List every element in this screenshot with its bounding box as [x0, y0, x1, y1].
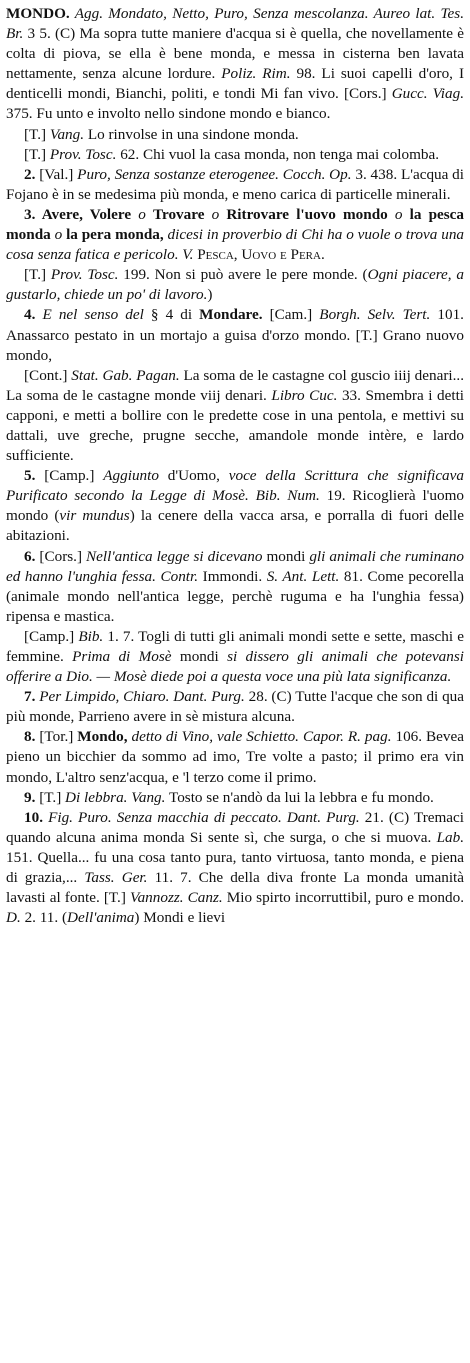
entry-paragraph [6, 547, 464, 627]
text-segment: Mondare. [199, 306, 263, 324]
text-segment: § 4 di [143, 306, 200, 324]
text-segment: 106. Bevea pieno un bicchier da sommo ad imo, Tre volte a pasto; il primo era vin mondo, L'altro senz'acqua, e 'l terzo come il primo. [6, 728, 464, 786]
entry-paragraph [6, 145, 464, 165]
text-segment: 1. 7. Togli di tutti gli animali mondi sette e sette, maschi e femmine. [6, 627, 464, 665]
text-segment: 3 5. (C) Ma sopra tutte maniere d'acqua si è quella, che novellamente è colta di piova, se ella è bene monda, e messa in cisterna ben lavata nettamente, senza alcune lordure. [6, 25, 464, 83]
entry-paragraph [6, 788, 464, 808]
text-segment: 151. Quella... fu una cosa tanto pura, tanto virtuosa, tanto monda, e piena di grazia,... [6, 848, 464, 887]
entry-paragraph [6, 205, 464, 265]
text-segment: Agg. Mondato, Netto, Puro, Senza mescolanza. Aureo lat. Tes. Br. [6, 5, 464, 43]
text-segment: 3. Avere, Volere [24, 205, 132, 223]
text-segment: 6. [24, 547, 36, 565]
text-segment: [Tor.] [35, 728, 78, 746]
text-segment: [Camp.] [35, 467, 104, 485]
text-segment: ) la cenere della vacca arsa, e porralla di fuori delle abitazioni. [6, 507, 464, 545]
text-segment: Borgh. Selv. Tert. [319, 306, 431, 324]
text-segment: 28. (C) Tutte l'acque che son di qua più monde, Parrieno avere in sè mistura alcuna. [6, 688, 464, 726]
text-segment: ) [207, 286, 213, 304]
text-segment: o [387, 205, 410, 223]
text-segment: dicesi in proverbio di Chi ha o vuole o trova una cosa senza fatica e pericolo. V. [6, 226, 465, 264]
entry-paragraph [6, 125, 464, 145]
text-segment: [Cam.] [262, 306, 320, 324]
text-segment: 3. 438. L'acqua di Fojano è in se medesima più monda, e meno carica di particelle minerali. [6, 165, 464, 203]
entry-paragraph [6, 305, 464, 365]
text-segment: 8. [24, 728, 36, 746]
text-segment: Tosto se n'andò da lui la lebbra e fu mondo. [165, 788, 434, 806]
text-segment: 4. [24, 306, 36, 324]
text-segment: Trovare [152, 205, 205, 223]
text-segment: 21. (C) Tremaci quando alcuna anima monda Si sente sì, che surga, o che si muova. [6, 808, 465, 846]
text-segment: gli animali che ruminano ed hanno l'unghia fessa. Contr. [6, 547, 464, 585]
text-segment: la pera monda, [66, 226, 164, 244]
text-segment: 2. [24, 165, 36, 183]
text-segment: ) Mondi e lievi [134, 909, 226, 927]
text-segment: [Camp.] [24, 627, 79, 645]
entry-paragraph [6, 627, 464, 687]
text-segment: [Cors.] [35, 547, 87, 565]
text-segment: E nel senso del [35, 306, 144, 324]
text-segment: o [131, 205, 153, 223]
text-segment: 375. Fu unto e involto nello sindone mondo e bianco. [6, 105, 331, 123]
text-segment: Di lebbra. Vang. [65, 788, 166, 806]
text-segment: Mio spirto incorruttibil, puro e mondo. [222, 889, 465, 907]
text-segment: mondi [171, 648, 228, 665]
entry-paragraph [6, 265, 464, 305]
text-segment: [Val.] [35, 165, 78, 183]
entry-paragraph [6, 165, 464, 205]
text-segment: Prov. Tosc. [50, 266, 119, 284]
text-segment: Ritrovare l'uovo mondo [226, 205, 388, 223]
text-segment: S. Ant. Lett. [266, 567, 340, 585]
text-segment: Lab. [436, 828, 464, 846]
text-segment: Mondo, [77, 728, 128, 746]
text-segment: 7. [24, 688, 36, 706]
text-segment: Vannozz. Canz. [130, 889, 223, 907]
text-segment: Bib. [78, 627, 104, 645]
text-segment: Dell'anima [67, 909, 135, 927]
text-segment: 5. [24, 467, 36, 485]
text-segment: Gucc. Viag. [391, 85, 464, 103]
text-segment: Nell'antica legge si dicevano [86, 547, 263, 565]
text-segment: Prov. Tosc. [49, 145, 117, 163]
text-segment: Aggiunto [103, 467, 159, 485]
text-segment: 19. Ricoglierà l'uomo mondo ( [6, 487, 464, 525]
text-segment: 62. Chi vuol la casa monda, non tenga mai colomba. [116, 145, 440, 163]
text-segment: vir mundus [59, 507, 130, 525]
text-segment: 101. Anassarco pestato in un mortajo a guisa d'orzo mondo. [T.] Grano nuovo mondo, [6, 306, 464, 364]
text-segment: [T.] [24, 266, 51, 284]
text-segment: 10. [24, 808, 43, 826]
text-segment: 33. Smembra i detti capponi, e metti a bollire con le predette cose in una pentola, e mettivi su dattali, uve greche, prugne secche, amandole monde intère, e lardo sufficiente. [6, 386, 465, 465]
text-segment: Prima di Mosè [72, 648, 172, 665]
text-segment: D. [6, 909, 21, 927]
text-segment: 9. [24, 788, 36, 806]
text-segment: [T.] [24, 145, 50, 163]
text-segment: Poliz. Rim. [221, 65, 291, 83]
text-segment: MONDO. [6, 5, 70, 22]
text-segment: Lo rinvolse in una sindone monda. [84, 125, 299, 143]
text-segment: si dissero gli animali che potevansi offerire a Dio. — Mosè diede poi a questa voce una più lata significanza. [6, 648, 464, 686]
text-segment: la pesca monda [6, 205, 465, 244]
entry-paragraph [6, 727, 464, 787]
text-segment: Tass. Ger. [84, 869, 148, 887]
text-segment: 81. Come pecorella (animale mondo nell'antica legge, perchè ruguma e ha l'unghia fessa) ripensa e mastica. [6, 567, 464, 625]
text-segment: Puro, Senza sostanze eterogenee. Cocch. Op. [77, 165, 352, 183]
text-segment: [T.] [35, 788, 66, 806]
text-segment: 11. 7. Che della diva fronte La monda umanità lavasti al fonte. [T.] [6, 869, 465, 907]
text-segment: Libro Cuc. [271, 386, 338, 404]
text-segment: Stat. Gab. Pagan. [71, 366, 180, 384]
text-segment: Fig. Puro. Senza macchia di peccato. Dant. Purg. [42, 808, 360, 826]
entry-paragraph [6, 466, 464, 546]
text-segment: Immondi. [198, 567, 267, 585]
text-segment: voce della Scrittura che significava Purificato secondo la Legge di Mosè. Bib. Num. [6, 467, 464, 505]
text-segment: Vang. [49, 125, 85, 143]
text-segment: mondi [262, 547, 310, 565]
text-segment: o [50, 226, 67, 244]
entry-paragraph [6, 808, 464, 929]
text-segment: Pesca, Uovo e Pera. [193, 246, 325, 264]
text-segment: Ogni piacere, a gustarlo, chiede un po' di lavoro. [6, 266, 464, 304]
text-segment: detto di Vino, vale Schietto. Capor. R. pag. [127, 728, 392, 746]
entry-paragraph [6, 366, 464, 466]
text-segment: 199. Non si può avere le pere monde. ( [118, 266, 368, 284]
entry-paragraph [6, 4, 464, 125]
text-segment: o [204, 205, 227, 223]
text-segment: [Cont.] [24, 366, 72, 384]
entry-paragraph [6, 687, 464, 727]
text-segment: Per Limpido, Chiaro. Dant. Purg. [35, 688, 245, 706]
text-segment: 2. 11. ( [20, 909, 68, 927]
dictionary-entry-mondo [6, 4, 464, 928]
text-segment: 98. Li suoi capelli d'oro, I denticelli mondi, Bianchi, politi, e tondi Mi fan vivo. [Cors.] [6, 65, 464, 103]
text-segment: d'Uomo, [158, 467, 229, 485]
text-segment: [T.] [24, 125, 50, 143]
text-segment: La soma de le castagne col guscio iiij denari... La soma de le castagne monde viij denari. [6, 366, 465, 404]
